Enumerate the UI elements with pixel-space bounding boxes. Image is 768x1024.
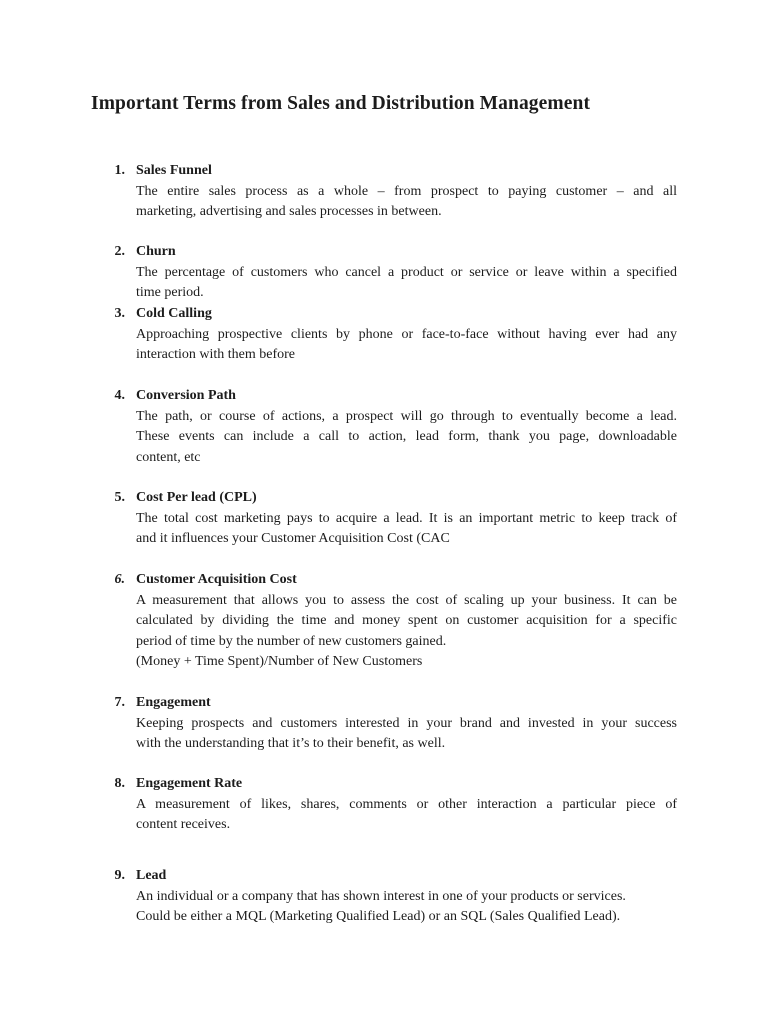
term-definition-line: The entire sales process as a whole – from prospect to paying customer – and all [136, 183, 677, 199]
document-title: Important Terms from Sales and Distribution Management [91, 93, 591, 114]
term-number: 1. [114, 163, 125, 178]
term-name: Cold Calling [136, 306, 212, 321]
term-definition-line: period of time by the number of new customers gained. [136, 633, 447, 649]
term-name: Engagement Rate [136, 776, 243, 791]
term-name: Lead [136, 868, 167, 883]
term-definition-line: content receives. [136, 817, 231, 832]
term-name: Conversion Path [136, 388, 236, 403]
term-definition-line: These events can include a call to action, lead form, thank you page, downloadable [136, 429, 677, 444]
term-definition-line: A measurement that allows you to assess the cost of scaling up your business. It can be [136, 592, 677, 608]
term-name: Sales Funnel [136, 163, 212, 178]
term-number: 8. [114, 776, 125, 791]
term-number: 9. [114, 868, 125, 883]
term-definition-line: with the understanding that it’s to their benefit, as well. [136, 736, 446, 751]
term-definition-line: An individual or a company that has shown interest in one of your products or services. [136, 888, 626, 904]
term-name: Customer Acquisition Cost [136, 572, 297, 587]
term-definition-line: The total cost marketing pays to acquire a lead. It is an important metric to keep track of [136, 510, 677, 526]
term-definition-line: Could be either a MQL (Marketing Qualified Lead) or an SQL (Sales Qualified Lead). [136, 909, 621, 924]
term-definition-line: interaction with them before [136, 347, 295, 362]
term-definition-line: A measurement of likes, shares, comments or other interaction a particular piece of [136, 796, 677, 812]
term-name: Engagement [136, 695, 211, 710]
term-name: Churn [136, 244, 176, 259]
term-number: 7. [114, 695, 125, 710]
term-number: 2. [114, 244, 125, 259]
term-definition-line: and it influences your Customer Acquisition Cost (CAC [136, 531, 450, 546]
term-formula-line: (Money + Time Spent)/Number of New Customers [136, 654, 423, 669]
term-number: 3. [114, 306, 125, 321]
term-definition-line: calculated by dividing the time and money spent on customer acquisition for a specific [136, 613, 677, 628]
term-definition-line: time period. [136, 285, 204, 300]
term-number: 4. [114, 388, 125, 403]
term-definition-line: The percentage of customers who cancel a product or service or leave within a specified [136, 264, 677, 280]
term-number: 6. [114, 572, 125, 587]
term-definition-line: Keeping prospects and customers interested in your brand and invested in your success [136, 715, 677, 731]
term-number: 5. [114, 490, 125, 505]
term-name: Cost Per lead (CPL) [136, 490, 257, 505]
term-definition-line: Approaching prospective clients by phone or face-to-face without having ever had any [136, 326, 677, 342]
term-definition-line: marketing, advertising and sales processes in between. [136, 204, 442, 219]
term-definition-line: content, etc [136, 449, 201, 465]
term-definition-line: The path, or course of actions, a prospect will go through to eventually become a lead. [136, 408, 677, 424]
